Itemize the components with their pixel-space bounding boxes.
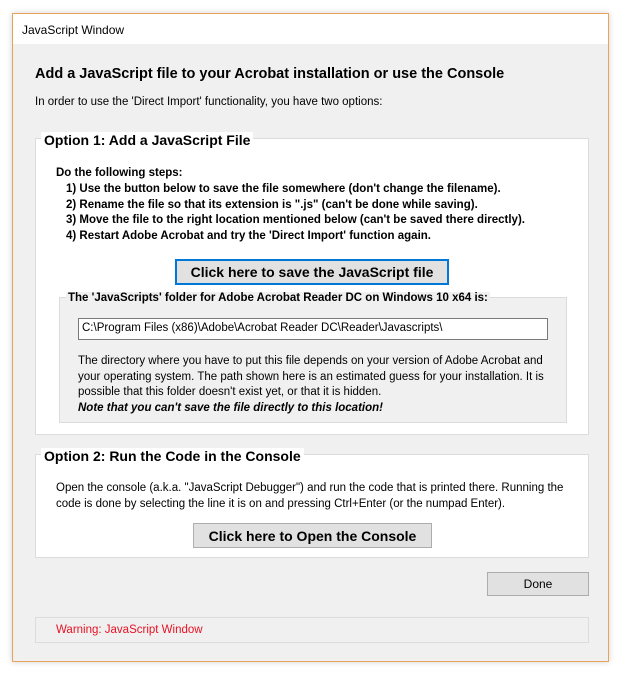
- console-instructions: Open the console (a.k.a. "JavaScript Debugger") and run the code that is printed there. Running the code is done by selecting the line it is on and pressing Ctrl+Enter (or the numpad Enter).: [56, 482, 564, 510]
- open-console-button[interactable]: Click here to Open the Console: [193, 523, 432, 548]
- title-bar[interactable]: [13, 14, 608, 44]
- dialog-heading: Add a JavaScript file to your Acrobat installation or use the Console: [35, 66, 505, 82]
- javascripts-folder-group: [59, 292, 567, 423]
- status-warning-text: Warning: JavaScript Window: [56, 624, 203, 636]
- step-item: 2) Rename the file so that its extension is ".js" (can't be done while saving).: [66, 198, 478, 211]
- option1-group: [35, 132, 589, 435]
- option1-legend: Option 1: Add a JavaScript File: [41, 132, 253, 148]
- status-bar: [35, 617, 589, 643]
- step-item: 4) Restart Adobe Acrobat and try the 'Direct Import' function again.: [66, 229, 431, 242]
- save-javascript-file-button[interactable]: Click here to save the JavaScript file: [175, 259, 449, 285]
- option2-legend: Option 2: Run the Code in the Console: [41, 448, 304, 464]
- intro-text: In order to use the 'Direct Import' functionality, you have two options:: [35, 96, 383, 108]
- done-button[interactable]: Done: [487, 572, 589, 596]
- folder-path-field[interactable]: C:\Program Files (x86)\Adobe\Acrobat Reader DC\Reader\Javascripts\: [78, 318, 548, 340]
- step-item: 3) Move the file to the right location mentioned below (can't be saved there directly).: [66, 214, 525, 226]
- javascript-window: [12, 13, 609, 662]
- folder-note: Note that you can't save the file directly to this location!: [78, 401, 383, 414]
- folder-description-text: The directory where you have to put this file depends on your version of Adobe Acrobat and your operating system. The path shown here is an estimated guess for your installation. It is possible that this folder doesn't exist yet, or that it is hidden.: [78, 355, 544, 398]
- window-title: JavaScript Window: [22, 23, 125, 37]
- steps-heading: Do the following steps:: [56, 167, 183, 179]
- steps-list: [66, 182, 525, 244]
- folder-legend: The 'JavaScripts' folder for Adobe Acrobat Reader DC on Windows 10 x64 is:: [68, 292, 488, 304]
- option2-group: [35, 448, 589, 558]
- step-item: 1) Use the button below to save the file somewhere (don't change the filename).: [66, 183, 501, 195]
- folder-description: [78, 354, 558, 416]
